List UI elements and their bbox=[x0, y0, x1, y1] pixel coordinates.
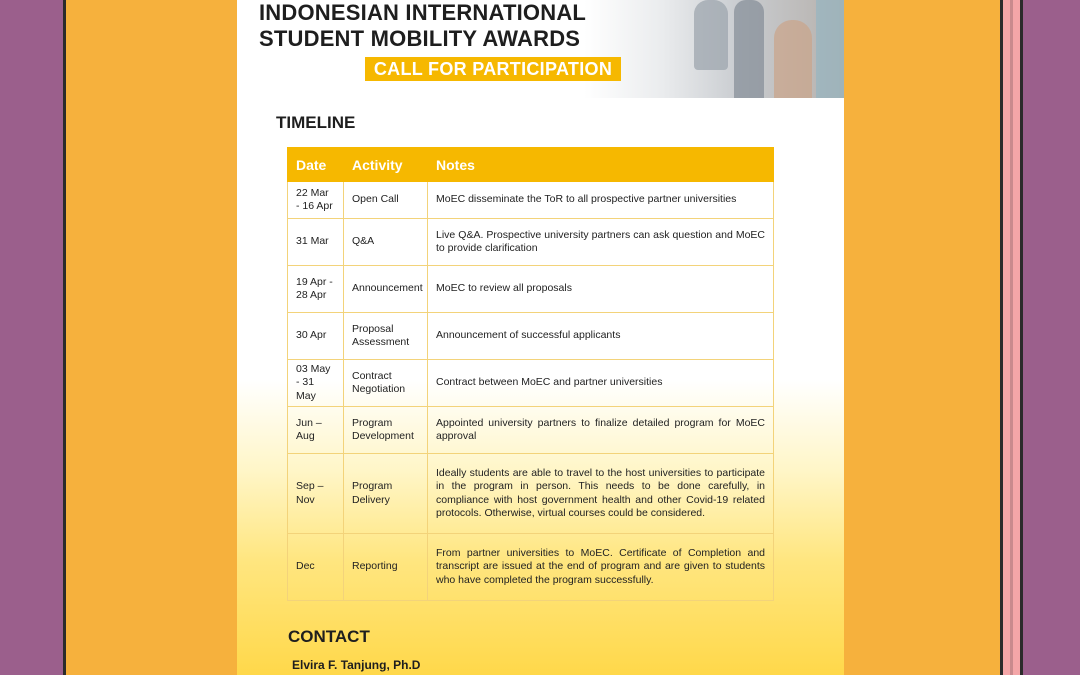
cell-date: 03 May - 31 May bbox=[288, 360, 344, 407]
cell-date: 30 Apr bbox=[288, 313, 344, 360]
table-header-row bbox=[288, 148, 774, 182]
contact-name: Elvira F. Tanjung, Ph.D bbox=[292, 658, 421, 672]
cell-activity: Q&A bbox=[344, 219, 428, 266]
table-row bbox=[288, 182, 774, 219]
cell-activity: Program Development bbox=[344, 407, 428, 454]
contact-heading: CONTACT bbox=[288, 627, 370, 646]
table-row bbox=[288, 534, 774, 601]
cell-date: 31 Mar bbox=[288, 219, 344, 266]
cell-activity: Program Delivery bbox=[344, 454, 428, 534]
cell-date: Sep – Nov bbox=[288, 454, 344, 534]
cell-date: Jun – Aug bbox=[288, 407, 344, 454]
cell-notes: From partner universities to MoEC. Certificate of Completion and transcript are issued at the end of program and are given to students who have completed the program successfully. bbox=[428, 534, 774, 601]
column-header-date: Date bbox=[288, 148, 344, 182]
photo-figure bbox=[734, 0, 764, 98]
poster-title-line-1: INDONESIAN INTERNATIONAL bbox=[259, 0, 587, 25]
cell-activity: Reporting bbox=[344, 534, 428, 601]
poster-title-line-2: STUDENT MOBILITY AWARDS bbox=[259, 26, 581, 51]
cell-activity: Open Call bbox=[344, 182, 428, 219]
table-row bbox=[288, 219, 774, 266]
cell-date: Dec bbox=[288, 534, 344, 601]
photo-figure bbox=[816, 0, 844, 98]
table-row bbox=[288, 407, 774, 454]
cell-activity: Proposal Assessment bbox=[344, 313, 428, 360]
cell-date: 19 Apr - 28 Apr bbox=[288, 266, 344, 313]
cell-notes: Contract between MoEC and partner universities bbox=[428, 360, 774, 407]
photo-figure bbox=[774, 20, 812, 98]
header-photo bbox=[584, 0, 844, 98]
cell-date: 22 Mar - 16 Apr bbox=[288, 182, 344, 219]
cell-activity: Announcement bbox=[344, 266, 428, 313]
timeline-table bbox=[287, 147, 774, 601]
cell-notes: Ideally students are able to travel to the host universities to participate in the program in person. This needs to be done carefully, in compliance with host government health and other Covid-19 related protocols. Otherwise, virtual courses could be considered. bbox=[428, 454, 774, 534]
timeline-heading: TIMELINE bbox=[276, 113, 356, 132]
cell-notes: Appointed university partners to finalize detailed program for MoEC approval bbox=[428, 407, 774, 454]
column-header-activity: Activity bbox=[344, 148, 428, 182]
table-row bbox=[288, 360, 774, 407]
table-row bbox=[288, 266, 774, 313]
cell-notes: MoEC to review all proposals bbox=[428, 266, 774, 313]
frame-outer-border bbox=[1020, 0, 1023, 675]
table-row bbox=[288, 313, 774, 360]
photo-figure bbox=[694, 0, 728, 70]
pink-edge-divider bbox=[1010, 0, 1013, 675]
cell-activity: Contract Negotiation bbox=[344, 360, 428, 407]
column-header-notes: Notes bbox=[428, 148, 774, 182]
cell-notes: Live Q&A. Prospective university partners can ask question and MoEC to provide clarification bbox=[428, 219, 774, 266]
cell-notes: Announcement of successful applicants bbox=[428, 313, 774, 360]
cell-notes: MoEC disseminate the ToR to all prospective partner universities bbox=[428, 182, 774, 219]
award-poster bbox=[237, 0, 844, 675]
call-for-participation-banner: CALL FOR PARTICIPATION bbox=[365, 57, 621, 81]
table-row bbox=[288, 454, 774, 534]
